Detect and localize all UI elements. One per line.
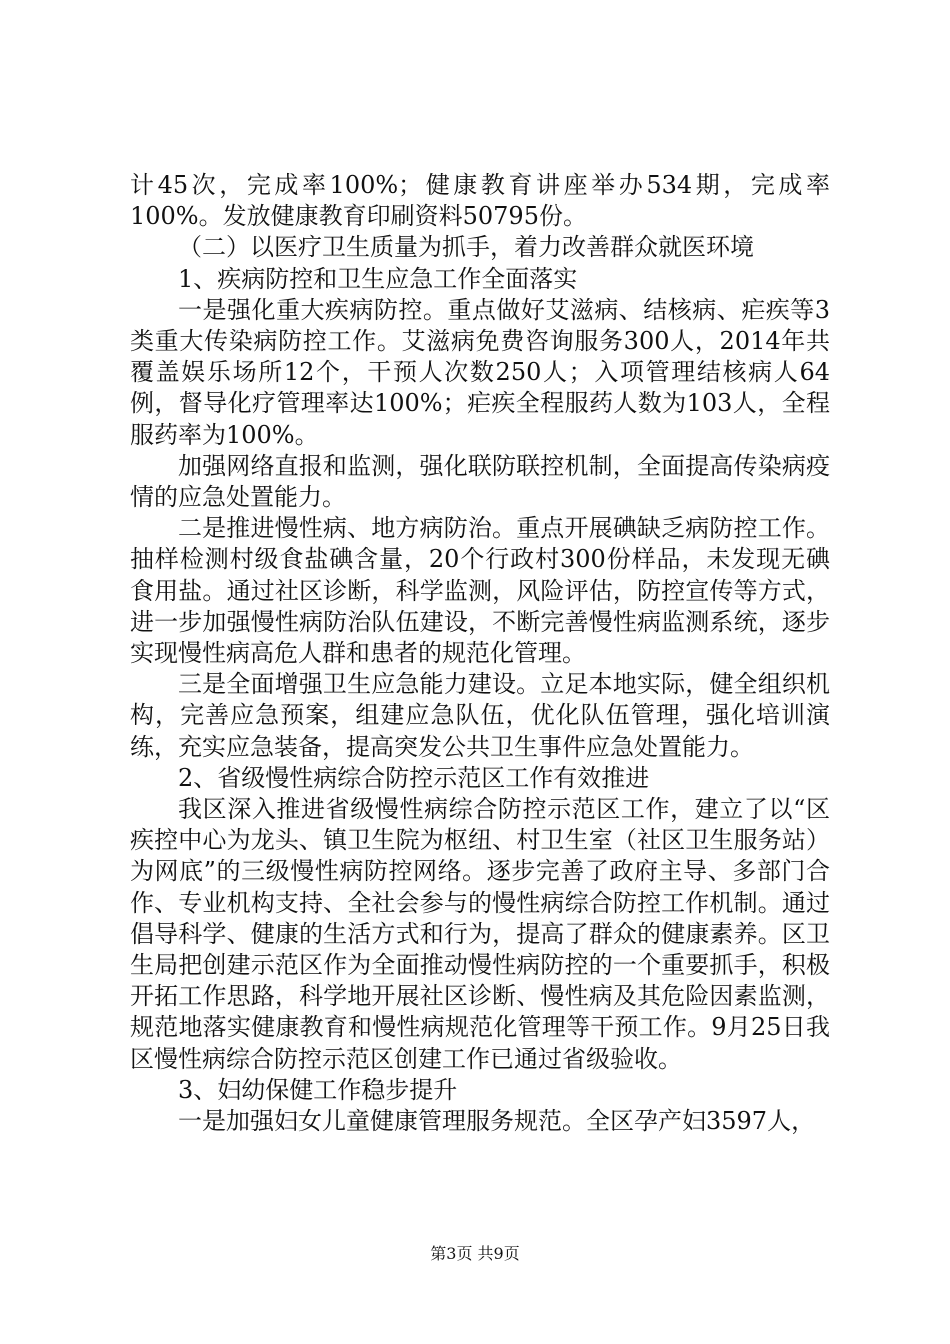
paragraph: 一是加强妇女儿童健康管理服务规范。全区孕产妇3597人， — [178, 1107, 816, 1136]
paragraph: 二是推进慢性病、地方病防治。重点开展碘缺乏病防控工作。抽样检测村级食盐碘含量，20个行政村300份样品，未发现无碘食用盐。通过社区诊断，科学监测，风险评估，防控宣传等方式，进一步加强慢性病防治队伍建设，不断完善慢性病监测系统，逐步实现慢性病高危人群和患者的规范化管理。 — [130, 514, 830, 668]
document-body — [130, 170, 830, 1137]
subsection-heading: 3、妇幼保健工作稳步提升 — [178, 1075, 458, 1104]
subsection-heading: 2、省级慢性病综合防控示范区工作有效推进 — [178, 763, 650, 792]
paragraph: 一是强化重大疾病防控。重点做好艾滋病、结核病、疟疾等3类重大传染病防控工作。艾滋病免费咨询服务300人，2014年共覆盖娱乐场所12个，干预人次数250人；入项管理结核病人64例，督导化疗管理率达100%；疟疾全程服药人数为103人，全程服药率为100%。 — [130, 295, 830, 449]
subsection-heading: 1、疾病防控和卫生应急工作全面落实 — [178, 264, 578, 293]
paragraph: 三是全面增强卫生应急能力建设。立足本地实际，健全组织机构，完善应急预案，组建应急队伍，优化队伍管理，强化培训演练，充实应急装备，提高突发公共卫生事件应急处置能力。 — [130, 670, 830, 761]
paragraph: 我区深入推进省级慢性病综合防控示范区工作，建立了以“区疾控中心为龙头、镇卫生院为枢纽、村卫生室（社区卫生服务站）为网底”的三级慢性病防控网络。逐步完善了政府主导、多部门合作、专业机构支持、全社会参与的慢性病综合防控工作机制。通过倡导科学、健康的生活方式和行为，提高了群众的健康素养。区卫生局把创建示范区作为全面推动慢性病防控的一个重要抓手，积极开拓工作思路，科学地开展社区诊断、慢性病及其危险因素监测，规范地落实健康教育和慢性病规范化管理等干预工作。9月25日我区慢性病综合防控示范区创建工作已通过省级验收。 — [130, 795, 830, 1073]
paragraph: 计45次，完成率100%；健康教育讲座举办534期，完成率100%。发放健康教育印刷资料50795份。 — [130, 171, 830, 231]
page-number: 第3页 共9页 — [430, 1244, 520, 1263]
section-heading: （二）以医疗卫生质量为抓手，着力改善群众就医环境 — [178, 233, 754, 262]
page-footer — [0, 1244, 950, 1264]
paragraph: 加强网络直报和监测，强化联防联控机制，全面提高传染病疫情的应急处置能力。 — [130, 451, 830, 512]
